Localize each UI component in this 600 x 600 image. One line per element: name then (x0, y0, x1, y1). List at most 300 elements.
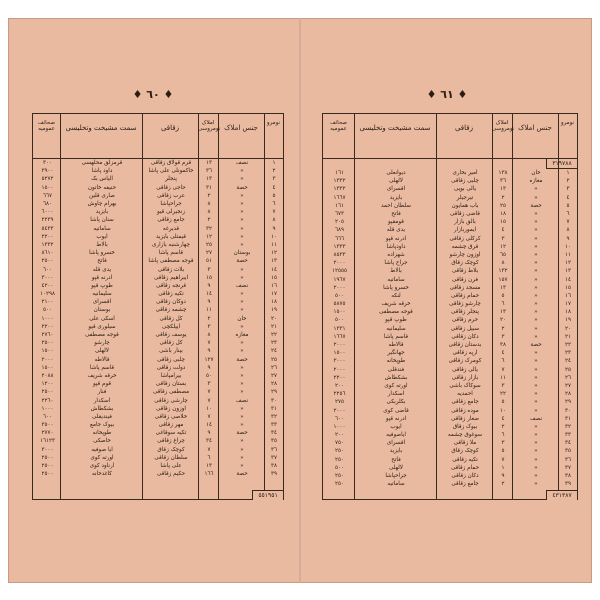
cell-number: ٨ (566, 227, 570, 234)
cell-lot-number: ٥ (501, 448, 505, 455)
cell-number: ٣ (566, 186, 570, 193)
cell-property-kind: « (240, 209, 244, 216)
cell-number: ١١ (564, 251, 571, 258)
cell-number: ٣٥ (270, 438, 277, 445)
cell-district: سیلوری قپو (88, 323, 116, 330)
table-row (33, 298, 283, 306)
cell-number: ١٢ (270, 250, 277, 257)
cell-street: قرق چشمه (451, 243, 479, 250)
cell-number: ١٨ (270, 299, 277, 306)
cell-number: ٣١ (564, 415, 571, 422)
cell-amount: ٨٦١٠ (41, 250, 54, 257)
cell-lot-number: ٦ (501, 432, 505, 439)
cell-property-kind: « (534, 219, 538, 226)
cell-number: ٣٥ (564, 448, 571, 455)
cell-street: قرم قولاق زقاقی (150, 160, 192, 167)
page-total: ٤٣١٣٨٧ (546, 490, 577, 500)
cell-district: بالاط (390, 268, 402, 275)
table-row (33, 306, 283, 314)
cell-amount: ٢٥٠ (334, 456, 344, 463)
cell-property-kind: « (534, 309, 538, 316)
cell-lot-number: ١٣ (499, 284, 506, 291)
table-row (323, 316, 577, 324)
cell-amount: ١٥٠٠ (41, 184, 54, 191)
cell-number: ٢٧ (270, 372, 277, 379)
cell-property-kind: « (534, 260, 538, 267)
cell-district: بشکطاش (90, 405, 114, 412)
cell-district: خاصکی (93, 438, 111, 445)
cell-street: حکیم زقاقی (156, 471, 186, 478)
header-no: نومرو (266, 120, 280, 126)
cell-lot-number: ١٥ (499, 219, 506, 226)
cell-amount: ٦٠٠ (42, 266, 52, 273)
cell-property-kind: « (534, 276, 538, 283)
cell-property-kind: « (534, 382, 538, 389)
cell-amount: ٢٠٠ (334, 382, 344, 389)
cell-property-kind: « (240, 422, 244, 429)
cell-property-kind: مغازه (529, 178, 543, 185)
cell-property-kind: حصة (236, 430, 248, 437)
cell-district: سلیمانیه (386, 325, 406, 332)
cell-district: فاتح (391, 211, 401, 218)
cell-lot-number: ١٠ (205, 405, 212, 412)
cell-lot-number: ١٣ (499, 309, 506, 316)
cell-amount: ٦٠٠ (42, 413, 52, 420)
cell-street: باب همایون (451, 202, 479, 209)
table-row (323, 415, 577, 423)
cell-district: قالاطه (94, 356, 110, 363)
cell-lot-number: ٣٦ (499, 178, 506, 185)
cell-district: الیاس بک (91, 176, 113, 183)
column-divider (218, 114, 219, 158)
table-row (323, 218, 577, 226)
cell-property-kind: « (534, 194, 538, 201)
cell-number: ١٢ (564, 260, 571, 267)
cell-amount: ١٦١ (334, 170, 344, 177)
table-row (33, 413, 283, 421)
cell-property-kind: « (534, 268, 538, 275)
cell-lot-number: ٤ (501, 227, 505, 234)
cell-lot-number: ٢٢ (499, 391, 506, 398)
table-row (33, 372, 283, 380)
table-row (323, 398, 577, 406)
cell-amount: ٢٢٥٦ (333, 391, 346, 398)
cell-district: بشکطاش (384, 374, 408, 381)
cell-lot-number: ٧ (207, 340, 211, 347)
cell-street: مسجد زقاقی (449, 284, 481, 291)
cell-lot-number: ٣ (501, 333, 505, 340)
cell-lot-number: ٩ (207, 348, 211, 355)
cell-lot-number: ٣ (207, 323, 211, 330)
cell-street: اوزون زقاقی (156, 405, 186, 412)
table-row (323, 243, 577, 251)
cell-property-kind: « (240, 201, 244, 208)
cell-street: بیوک زقاق (452, 423, 478, 430)
cell-street: یالی زقاقی (452, 366, 478, 373)
cell-street: قیمتلی بایزید (156, 233, 186, 240)
table-row (323, 325, 577, 333)
cell-street: کوچک زقاق (157, 446, 185, 453)
cell-amount: ١٣٣١ (333, 325, 346, 332)
cell-lot-number: ٩ (207, 430, 211, 437)
table-row (33, 462, 283, 470)
cell-amount: ٢٠٥ (334, 219, 344, 226)
cell-street: کوچک زقاق (451, 260, 479, 267)
cell-lot-number: ٨ (207, 209, 211, 216)
cell-street: حرم زقاقی (451, 317, 479, 324)
cell-street: کومرک زقاقی (448, 358, 482, 365)
table-row (323, 366, 577, 374)
table-row (33, 274, 283, 282)
cell-amount: ٣٠٠٠ (41, 446, 54, 453)
cell-street: بلات زقاقی (157, 266, 185, 273)
cell-number: ٢٢ (564, 342, 571, 349)
cell-number: ٥ (566, 202, 570, 209)
cell-district: طوپخانه (92, 430, 112, 437)
header-street: زقاقی (160, 124, 180, 132)
cell-number: ٢ (272, 168, 276, 175)
header-lot: املاک نومروسی (198, 120, 221, 132)
cell-lot-number: ٥ (501, 292, 505, 299)
cell-amount: ٢٠٠٠ (333, 284, 346, 291)
cell-amount: ٢٠٠٠ (333, 342, 346, 349)
cell-number: ١٣ (564, 268, 571, 275)
cell-amount: ١٥٠٠ (333, 350, 346, 357)
table-row (33, 159, 283, 167)
cell-amount: ٥٠٠ (42, 307, 52, 314)
cell-district: فاتح (97, 258, 107, 265)
cell-street: کل زقاقی (159, 315, 183, 322)
cell-amount: ٢٥٠٠ (41, 340, 54, 347)
cell-property-kind: « (534, 407, 538, 414)
table-row (323, 202, 577, 210)
cell-number: ٧ (272, 209, 276, 216)
cell-amount: ٢٠٠٠ (333, 260, 346, 267)
cell-district: خسرو پاشا (89, 250, 115, 257)
cell-property-kind: « (240, 225, 244, 232)
cell-number: ٣٧ (270, 454, 277, 461)
cell-property-kind: « (534, 391, 538, 398)
cell-property-kind: « (240, 307, 244, 314)
cell-number: ١٥ (270, 274, 277, 281)
cell-property-kind: « (534, 292, 538, 299)
cell-street: دوکان زقاقی (156, 299, 186, 306)
header-council: سمت مشیخت وتخلیسی (359, 124, 431, 132)
cell-number: ٢٤ (270, 348, 277, 355)
cell-street: علی پاشا (160, 463, 182, 470)
cell-district: بایزید (389, 448, 403, 455)
cell-district: لنکه (391, 292, 401, 299)
cell-amount: ٢٢٣٩ (41, 217, 54, 224)
cell-street: چراغ زقاقی (157, 438, 185, 445)
cell-lot-number: ١٤ (205, 422, 212, 429)
cell-lot-number: ٥ (501, 399, 505, 406)
cell-lot-number: ١٦٦ (204, 471, 214, 478)
cell-number: ٣ (272, 176, 276, 183)
cell-property-kind: « (534, 284, 538, 291)
cell-street: حاجی زقاقی (156, 184, 186, 191)
cell-district: لالهلی (389, 464, 403, 471)
cell-amount: ٦٦٦ (334, 235, 344, 242)
header-council: سمت مشیخت وتخلیسی (65, 124, 137, 132)
table-header (33, 114, 283, 159)
table-row (33, 175, 283, 183)
cell-lot-number: ٣٦ (205, 168, 212, 175)
table-row (323, 185, 577, 193)
cell-property-kind: « (534, 301, 538, 308)
table-row (323, 235, 577, 243)
cell-number: ١٠ (564, 243, 571, 250)
cell-lot-number: ٣١ (205, 184, 212, 191)
cell-district: اسکدار (387, 391, 405, 398)
table-row (33, 315, 283, 323)
cell-amount: ٥٢٧٢ (41, 176, 54, 183)
cell-district: طوپخانه (386, 358, 406, 365)
cell-amount: ٢٠٠ (334, 432, 344, 439)
cell-lot-number: ٧ (207, 446, 211, 453)
carry-over: ٣١٩٧٨٨ (546, 159, 577, 169)
cell-property-kind: « (240, 446, 244, 453)
table-row (33, 437, 283, 445)
cell-street: بالق بازار (454, 219, 476, 226)
table-row (33, 396, 283, 404)
cell-street: تکیه سوقاغی (155, 430, 187, 437)
cell-lot-number: ١٤ (205, 291, 212, 298)
cell-number: ٢٨ (270, 381, 277, 388)
cell-street: قرنجه زقاقی (155, 282, 187, 289)
cell-district: سنان پاشا (90, 217, 114, 224)
cell-property-kind: « (240, 438, 244, 445)
cell-lot-number: ٨ (207, 201, 211, 208)
ledger-table (32, 113, 284, 500)
cell-lot-number: ٧ (501, 456, 505, 463)
cell-lot-number: ٢ (207, 217, 211, 224)
cell-lot-number: ٥١ (205, 258, 212, 265)
cell-street: قاسم پاشا (158, 250, 184, 257)
cell-number: ١ (566, 170, 570, 177)
cell-lot-number: ١٣٢ (498, 268, 508, 275)
cell-property-kind: « (240, 299, 244, 306)
cell-lot-number: ٣٢ (205, 225, 212, 232)
cell-lot-number: ٤ (501, 350, 505, 357)
cell-number: ١٩ (564, 317, 571, 324)
table-body (33, 159, 283, 499)
cell-lot-number: ٥٠ (205, 372, 212, 379)
cell-street: سوغوق چشمه (447, 432, 483, 439)
cell-amount: ٢٠٠٠ (41, 356, 54, 363)
table-row (33, 429, 283, 437)
cell-property-kind: حصة (236, 258, 248, 265)
cell-property-kind: « (240, 323, 244, 330)
table-row (323, 284, 577, 292)
cell-lot-number: ٦ (501, 301, 505, 308)
table-row (323, 374, 577, 382)
cell-street: ملا زقاقی (453, 440, 477, 447)
cell-district: قومقپو (388, 219, 404, 226)
cell-lot-number: ٦ (501, 358, 505, 365)
page-number: ♦ ٦٠ ♦ (132, 88, 174, 101)
table-row (33, 347, 283, 355)
table-row (33, 446, 283, 454)
table-row (33, 249, 283, 257)
cell-district: لالهلی (95, 348, 109, 355)
cell-property-kind: « (240, 168, 244, 175)
cell-number: ٩ (272, 225, 276, 232)
table-row (33, 331, 283, 339)
cell-district: حنیفه خاتون (87, 184, 117, 191)
header-lot: املاک نومروسی (492, 120, 515, 132)
table-row (323, 169, 577, 177)
cell-amount: ٢٢٠٠ (41, 233, 54, 240)
cell-street: یوسف زقاقی (155, 332, 187, 339)
cell-street: ایموربازار (453, 227, 477, 234)
cell-district: اقسرای (386, 440, 406, 447)
cell-lot-number: ٣ (207, 266, 211, 273)
cell-number: ٢٣ (270, 340, 277, 347)
table-row (323, 194, 577, 202)
cell-street: بازار زقاقی (451, 374, 479, 381)
cell-district: قوجه مصطفی (379, 309, 413, 316)
cell-street: قوجه مصطفی پاشا (148, 258, 194, 265)
cell-lot-number: ١١ (499, 374, 506, 381)
cell-number: ٩ (566, 235, 570, 242)
cell-number: ١١ (270, 241, 277, 248)
cell-district: ساماتیه (387, 276, 405, 283)
cell-amount: ٦٠٠ (334, 415, 344, 422)
cell-amount: ٢٥٠٠ (41, 463, 54, 470)
cell-property-kind: نصف (235, 397, 249, 404)
cell-property-kind: « (534, 423, 538, 430)
cell-street: موده زقاقی (451, 407, 479, 414)
cell-amount: ١٠٠٠ (41, 405, 54, 412)
cell-lot-number: ٢ (501, 325, 505, 332)
cell-number: ١٩ (270, 307, 277, 314)
cell-district: اقسرای (386, 186, 406, 193)
cell-number: ٢٦ (270, 364, 277, 371)
cell-property-kind: « (240, 389, 244, 396)
cell-district: شهزاده (387, 251, 405, 258)
cell-amount: ١٥٠٠ (41, 348, 54, 355)
table-row (323, 480, 577, 488)
page-total: ٥٥١٩٥١ (252, 490, 283, 500)
table-row (33, 339, 283, 347)
cell-district: اقسرای (92, 299, 112, 306)
cell-number: ٣٢ (270, 413, 277, 420)
cell-amount: ٤٢٠٠ (41, 282, 54, 289)
cell-amount: ٦٧٣ (334, 211, 344, 218)
cell-street: بینار باشی (159, 348, 183, 355)
cell-lot-number: ٢٠ (499, 317, 506, 324)
cell-number: ١٤ (564, 276, 571, 283)
cell-number: ٢ (566, 178, 570, 185)
cell-lot-number: ٧ (207, 413, 211, 420)
cell-property-kind: بوستان (233, 250, 251, 257)
table-row (323, 275, 577, 283)
cell-amount: ٢٢٦٠ (41, 397, 54, 404)
table-row (33, 208, 283, 216)
table-row (33, 225, 283, 233)
table-row (33, 282, 283, 290)
cell-district: صاری قلین (89, 192, 115, 199)
cell-property-kind: « (534, 235, 538, 242)
cell-number: ٣٠ (270, 397, 277, 404)
cell-number: ٣٩ (270, 471, 277, 478)
cell-district: فندقلی (387, 366, 405, 373)
cell-number: ٢١ (564, 333, 571, 340)
cell-number: ١٦ (564, 292, 571, 299)
book-gutter (299, 18, 301, 583)
cell-property-kind: « (534, 448, 538, 455)
cell-district: قوم قپو (92, 381, 112, 388)
cell-number: ٧ (566, 219, 570, 226)
cell-lot-number: ٢ (207, 315, 211, 322)
cell-amount: ٣٠٠٠ (333, 358, 346, 365)
cell-amount: ٣٥٠٠ (41, 422, 54, 429)
cell-street: تیرجیلر (456, 194, 474, 201)
table-row (323, 349, 577, 357)
cell-district: ادرنه قپو (385, 415, 407, 422)
cell-amount: ١٦١ (334, 202, 344, 209)
cell-number: ٦ (566, 211, 570, 218)
table-row (323, 456, 577, 464)
cell-amount: ١٣٣٢ (333, 178, 346, 185)
cell-amount: ٢٧٧٠ (41, 430, 54, 437)
cell-property-kind: حصة (530, 202, 542, 209)
cell-street: بیرامپاشا (160, 372, 182, 379)
cell-lot-number: ٧ (207, 397, 211, 404)
cell-lot-number: ٢ (501, 481, 505, 488)
cell-street: جامع زقاقی (451, 399, 479, 406)
cell-number: ٣٤ (564, 440, 571, 447)
cell-street: چشمه زقاقی (155, 307, 187, 314)
page-number: ♦ ٦١ ♦ (426, 88, 468, 101)
cell-amount: ٧٥٠ (334, 440, 344, 447)
cell-property-kind: « (534, 464, 538, 471)
table-row (323, 210, 577, 218)
table-row (33, 241, 283, 249)
cell-number: ١٧ (270, 291, 277, 298)
cell-property-kind: مغازه (235, 332, 249, 339)
cell-district: سلیمانیه (92, 291, 112, 298)
cell-property-kind: « (534, 358, 538, 365)
cell-district: قاسم پاشا (89, 364, 115, 371)
cell-number: ٣٩ (564, 481, 571, 488)
cell-property-kind: « (240, 463, 244, 470)
table-row (323, 308, 577, 316)
cell-street: خلاصی زقاقی (154, 413, 188, 420)
cell-amount: ٢٠٠٠ (333, 407, 346, 414)
cell-lot-number: ٩ (207, 299, 211, 306)
cell-amount: ٢٥٠٠ (41, 258, 54, 265)
cell-lot-number: ١٢ (205, 233, 212, 240)
header-sum: صحائف عمومیه (37, 120, 56, 132)
cell-district: داود پاشا (91, 168, 113, 175)
page-number-text: ٦١ (440, 88, 454, 101)
cell-district: ایا صوفیه (91, 446, 113, 453)
cell-number: ٣٧ (564, 464, 571, 471)
cell-street: فرن زقاقی (451, 276, 479, 283)
cell-district: ارناود کوی (89, 463, 115, 470)
cell-street: سلطان زقاقی (154, 454, 188, 461)
cell-lot-number: ١٢ (499, 243, 506, 250)
table-row (323, 267, 577, 275)
cell-number: ٣١ (270, 405, 277, 412)
cell-district: قاضی کوی (383, 407, 409, 414)
cell-street: زنجیرلی قیو (156, 209, 186, 216)
table-row (33, 167, 283, 175)
cell-street: چارشو زقاقی (449, 301, 481, 308)
cell-district: فاتح (391, 456, 401, 463)
